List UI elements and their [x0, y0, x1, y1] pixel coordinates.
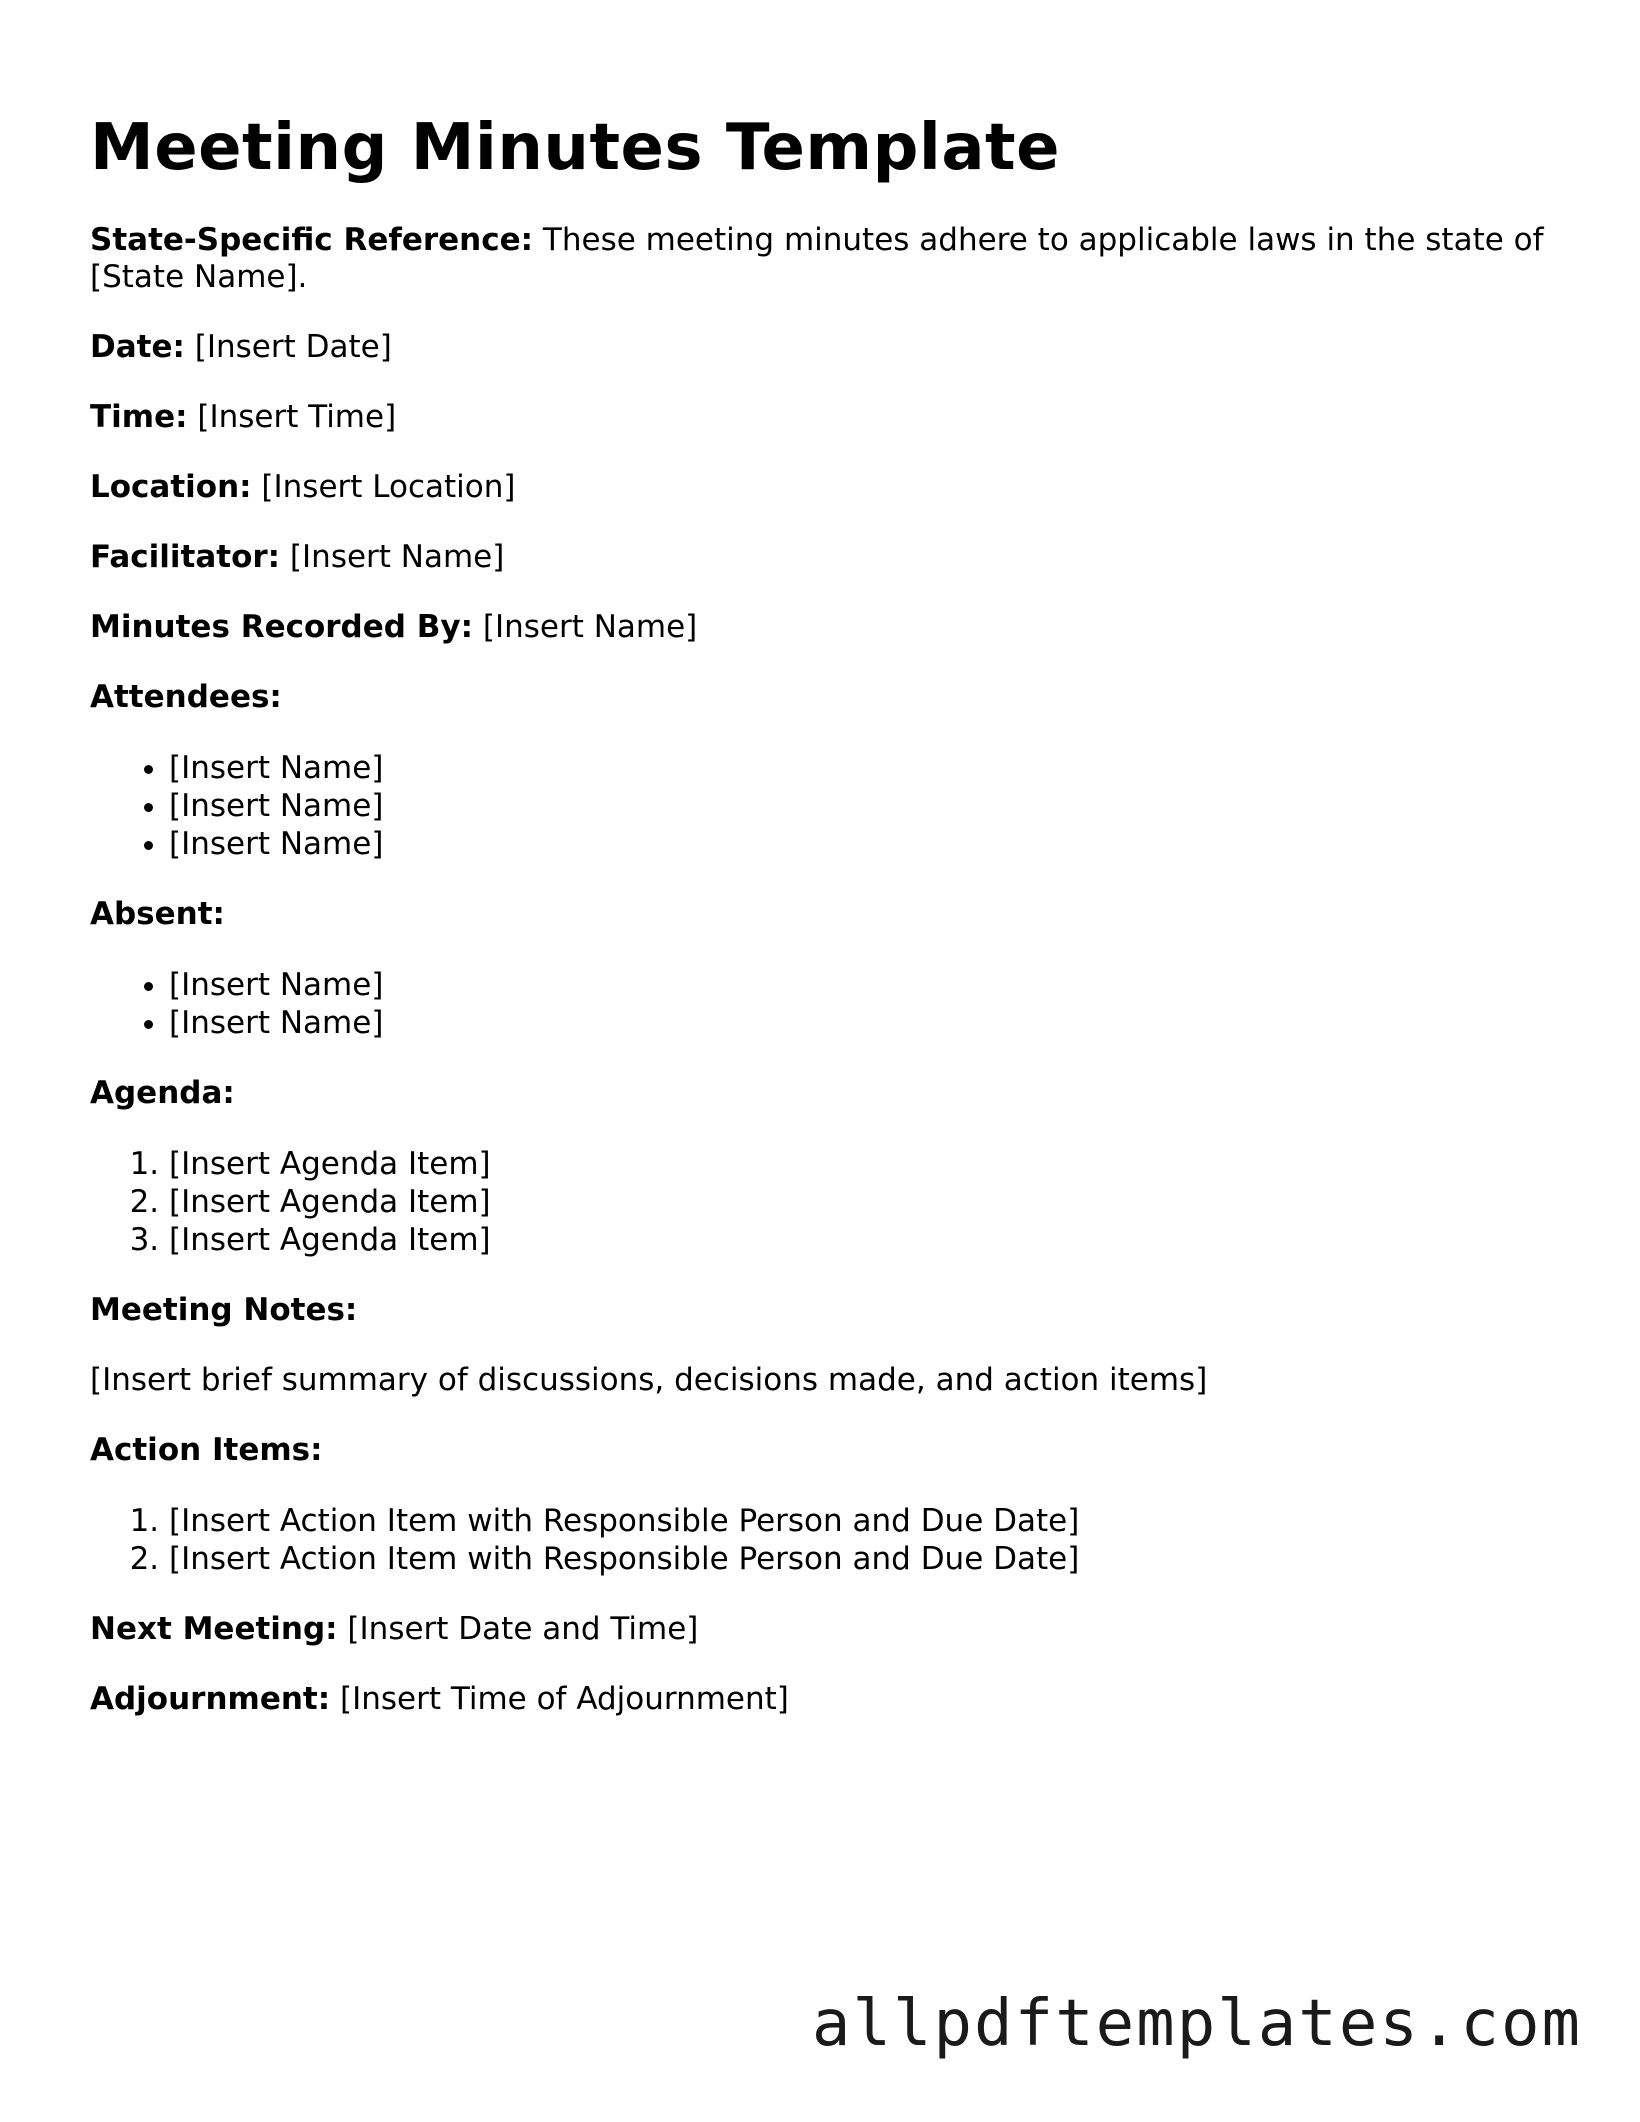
meeting-notes-text: [Insert brief summary of discussions, decisions made, and action items]	[90, 1362, 1208, 1398]
action-items-heading: Action Items:	[90, 1432, 323, 1468]
state-reference-text: These meeting minutes adhere to applicable laws in the state of [State Name].	[90, 222, 1544, 295]
absent-item: • [Insert Name]	[169, 966, 1570, 1004]
agenda-item: 2. [Insert Agenda Item]	[169, 1183, 1570, 1221]
time-value: [Insert Time]	[187, 399, 397, 435]
action-item: 1. [Insert Action Item with Responsible Person and Due Date]	[169, 1502, 1570, 1540]
time-field	[90, 399, 1570, 436]
attendees-heading: Attendees:	[90, 679, 282, 715]
recorder-label: Minutes Recorded By:	[90, 609, 473, 645]
next-meeting-label: Next Meeting:	[90, 1611, 338, 1647]
action-items-list	[90, 1502, 1570, 1578]
absent-item: • [Insert Name]	[169, 1004, 1570, 1042]
next-meeting-value: [Insert Date and Time]	[337, 1611, 699, 1647]
facilitator-label: Facilitator:	[90, 539, 281, 575]
page-title: Meeting Minutes Template	[90, 111, 1060, 185]
adjournment-value: [Insert Time of Adjournment]	[330, 1681, 789, 1717]
agenda-list	[90, 1145, 1570, 1259]
date-value: [Insert Date]	[184, 329, 392, 365]
state-reference	[90, 222, 1570, 296]
agenda-item: 1. [Insert Agenda Item]	[169, 1145, 1570, 1183]
location-field	[90, 469, 1570, 506]
document-page	[90, 108, 1570, 1751]
attendee-item: • [Insert Name]	[169, 825, 1570, 863]
location-label: Location:	[90, 469, 252, 505]
recorder-value: [Insert Name]	[473, 609, 698, 645]
absent-heading: Absent:	[90, 896, 225, 932]
adjournment-field	[90, 1681, 1570, 1718]
location-value: [Insert Location]	[251, 469, 516, 505]
facilitator-field	[90, 539, 1570, 576]
adjournment-label: Adjournment:	[90, 1681, 331, 1717]
attendee-item: • [Insert Name]	[169, 787, 1570, 825]
attendees-list	[90, 749, 1570, 863]
action-item: 2. [Insert Action Item with Responsible Person and Due Date]	[169, 1540, 1570, 1578]
recorder-field	[90, 609, 1570, 646]
footer-brand-watermark: allpdftemplates.com	[811, 1987, 1582, 2061]
facilitator-value: [Insert Name]	[280, 539, 505, 575]
next-meeting-field	[90, 1611, 1570, 1648]
date-label: Date:	[90, 329, 185, 365]
absent-list	[90, 966, 1570, 1042]
agenda-heading: Agenda:	[90, 1075, 235, 1111]
time-label: Time:	[90, 399, 188, 435]
date-field	[90, 329, 1570, 366]
agenda-item: 3. [Insert Agenda Item]	[169, 1221, 1570, 1259]
attendee-item: • [Insert Name]	[169, 749, 1570, 787]
state-reference-label: State-Specific Reference:	[90, 222, 534, 258]
meeting-notes-heading: Meeting Notes:	[90, 1292, 358, 1328]
